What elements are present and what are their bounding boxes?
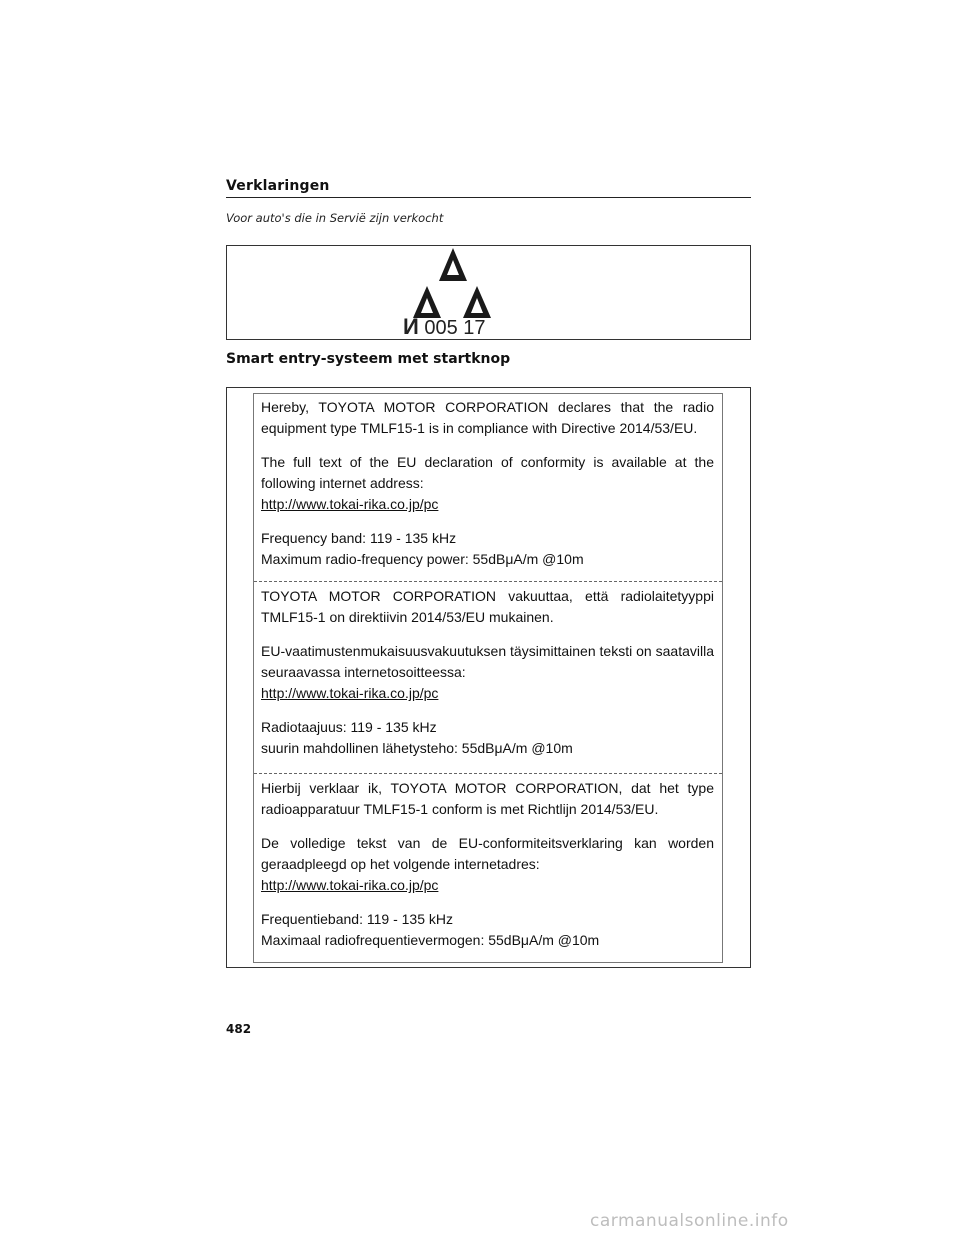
declaration-power: Maximum radio-frequency power: 55dBμA/m @10m	[261, 551, 584, 567]
declaration-fulltext: EU-vaatimustenmukaisuusvakuutuksen täysimittainen teksti on saatavilla seuraavassa internetosoitteessa:	[261, 643, 714, 680]
divider	[254, 581, 722, 582]
declaration-frequency: Frequentieband: 119 - 135 kHz	[261, 911, 453, 927]
declaration-statement: TOYOTA MOTOR CORPORATION vakuuttaa, että radiolaitetyyppi TMLF15-1 on direktiivin 2014/53/EU mukainen.	[261, 588, 714, 625]
conformity-code-letter: И	[403, 314, 419, 339]
triangle-mark-icon	[227, 246, 752, 341]
section-subtitle: Voor auto's die in Servië zijn verkocht	[226, 211, 444, 225]
declaration-frequency: Frequency band: 119 - 135 kHz	[261, 530, 457, 546]
conformity-code	[403, 314, 486, 340]
declaration-dutch	[254, 775, 722, 951]
declaration-url-link[interactable]: http://www.tokai-rika.co.jp/pc	[261, 496, 439, 512]
declaration-power: suurin mahdollinen lähetysteho: 55dBμA/m @10m	[261, 740, 573, 756]
declaration-url-link[interactable]: http://www.tokai-rika.co.jp/pc	[261, 685, 439, 701]
section-title: Verklaringen	[226, 178, 330, 194]
declaration-frequency: Radiotaajuus: 119 - 135 kHz	[261, 719, 437, 735]
subsection-title: Smart entry-systeem met startknop	[226, 351, 511, 367]
site-watermark: carmanualsonline.info	[590, 1211, 789, 1231]
declaration-url-link[interactable]: http://www.tokai-rika.co.jp/pc	[261, 877, 439, 893]
declaration-statement: Hereby, TOYOTA MOTOR CORPORATION declares that the radio equipment type TMLF15-1 is in compliance with Directive 2014/53/EU.	[261, 399, 714, 436]
declaration-english	[254, 394, 722, 570]
serbian-conformity-mark-box	[226, 245, 751, 340]
declaration-finnish	[254, 583, 722, 759]
conformity-code-number: 005 17	[424, 317, 486, 339]
declaration-power: Maximaal radiofrequentievermogen: 55dBμA/m @10m	[261, 932, 600, 948]
declaration-panel	[253, 393, 723, 963]
declaration-fulltext: De volledige tekst van de EU-conformiteitsverklaring kan worden geraadpleegd op het volgende internetadres:	[261, 835, 714, 872]
page-number: 482	[226, 1022, 252, 1036]
declaration-statement: Hierbij verklaar ik, TOYOTA MOTOR CORPORATION, dat het type radioapparatuur TMLF15-1 conform is met Richtlijn 2014/53/EU.	[261, 780, 714, 817]
declaration-fulltext: The full text of the EU declaration of conformity is available at the following internet address:	[261, 454, 714, 491]
section-header	[226, 178, 751, 198]
divider	[254, 773, 722, 774]
